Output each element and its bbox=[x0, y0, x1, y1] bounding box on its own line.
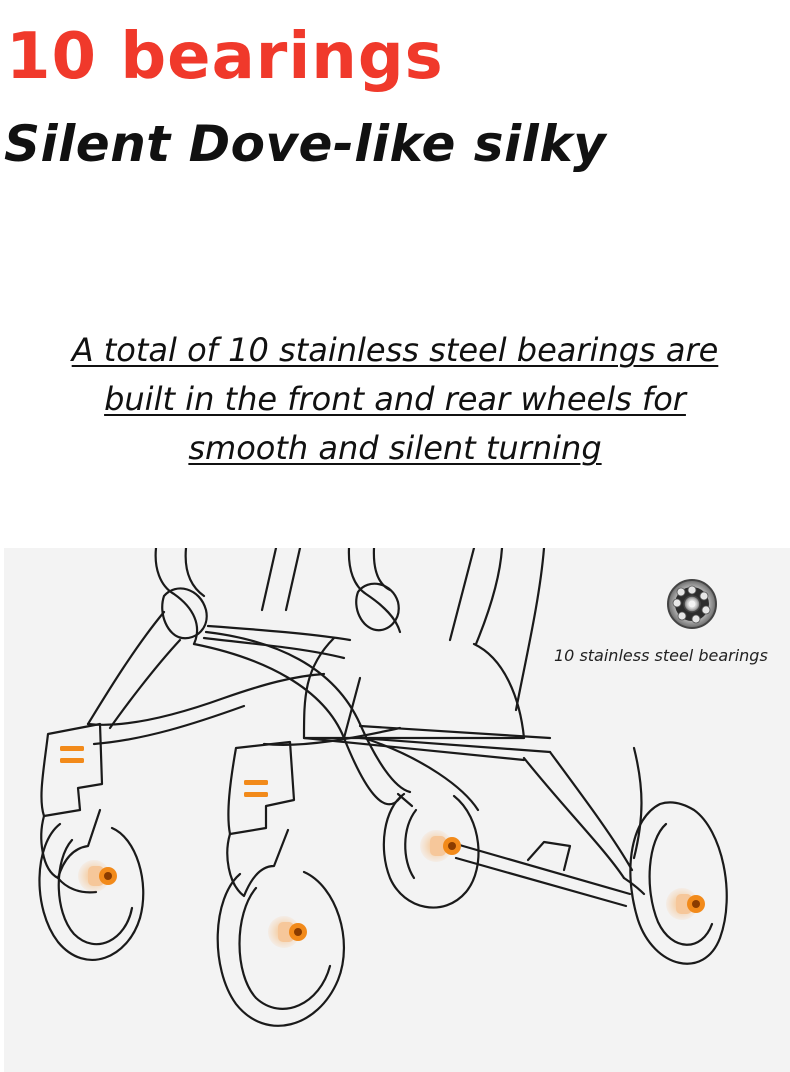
stroller-line-drawing bbox=[4, 548, 790, 1072]
description-text bbox=[10, 326, 780, 473]
headline-subtitle: Silent Dove-like silky bbox=[4, 115, 607, 173]
headline-title: 10 bearings bbox=[6, 20, 444, 94]
description-line: smooth and silent turning bbox=[188, 429, 602, 467]
orange-joint-marks bbox=[60, 746, 268, 797]
description-line: built in the front and rear wheels for bbox=[104, 380, 686, 418]
description-line: A total of 10 stainless steel bearings are bbox=[71, 331, 719, 369]
bearing-caption: 10 stainless steel bearings bbox=[554, 646, 768, 665]
steel-bearing-icon bbox=[668, 580, 716, 628]
stroller-illustration bbox=[4, 548, 790, 1072]
